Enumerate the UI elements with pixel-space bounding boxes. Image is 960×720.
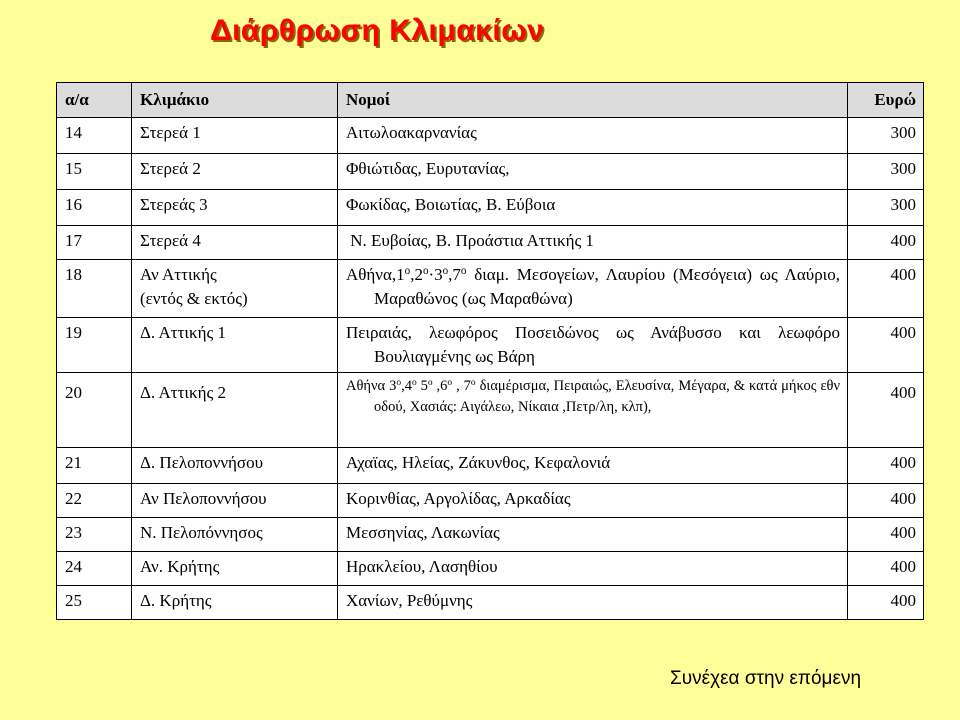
- cell-nomoi: [338, 260, 848, 318]
- cell-euro: 400: [848, 373, 924, 448]
- column-header-aa: α/α: [57, 83, 132, 118]
- cell-nomoi: Αχαϊας, Ηλείας, Ζάκυνθος, Κεφαλονιά: [338, 448, 848, 484]
- cell-euro: 400: [848, 518, 924, 552]
- cell-no: 17: [57, 226, 132, 260]
- cell-nomoi: Χανίων, Ρεθύμνης: [338, 586, 848, 620]
- column-header-nomoi: Νομοί: [338, 83, 848, 118]
- cell-no: 16: [57, 190, 132, 226]
- cell-no: 20: [57, 373, 132, 448]
- cell-klimakio: Δ. Αττικής 1: [132, 318, 338, 373]
- cell-euro: 300: [848, 154, 924, 190]
- cell-euro: 300: [848, 118, 924, 154]
- cell-klimakio: [132, 260, 338, 318]
- cell-nomoi-text: $A\theta ή\nu\alpha,1^o,2^o\cdot 3^o,7^o$ διαμ. Μεσογείων, Λαυρίου (Μεσόγεια) ως Λαύριο, Μαραθώνος (ως Μαραθώνα): [346, 264, 840, 308]
- table-row: [57, 552, 924, 586]
- page-title: Διάρθρωση Κλιμακίων: [210, 14, 545, 47]
- cell-klimakio: Αν Πελοποννήσου: [132, 484, 338, 518]
- klimakia-table: [56, 82, 924, 620]
- cell-nomoi: Ν. Ευβοίας, Β. Προάστια Αττικής 1: [338, 226, 848, 260]
- cell-klimakio: Στερεάς 3: [132, 190, 338, 226]
- cell-euro: 300: [848, 190, 924, 226]
- table-row: [57, 226, 924, 260]
- cell-nomoi: Ηρακλείου, Λασηθίου: [338, 552, 848, 586]
- continued-next-note: Συνέχεα στην επόμενη: [670, 668, 862, 689]
- cell-nomoi: [338, 373, 848, 448]
- cell-klimakio: Δ. Αττικής 2: [132, 373, 338, 448]
- table-row: [57, 260, 924, 318]
- cell-klimakio: Στερεά 2: [132, 154, 338, 190]
- table-row: [57, 448, 924, 484]
- table-row: [57, 586, 924, 620]
- cell-euro: 400: [848, 484, 924, 518]
- table-row: [57, 518, 924, 552]
- table-row: [57, 373, 924, 448]
- cell-klimakio: Στερεά 4: [132, 226, 338, 260]
- cell-klimakio-line1: Αν Αττικής: [140, 265, 217, 284]
- cell-euro: 400: [848, 448, 924, 484]
- cell-no: 21: [57, 448, 132, 484]
- cell-euro: 400: [848, 552, 924, 586]
- table-row: [57, 484, 924, 518]
- cell-klimakio: Αν. Κρήτης: [132, 552, 338, 586]
- cell-euro: 400: [848, 226, 924, 260]
- cell-klimakio: Δ. Κρήτης: [132, 586, 338, 620]
- table-row: [57, 318, 924, 373]
- cell-euro: 400: [848, 260, 924, 318]
- cell-nomoi: Αιτωλοακαρνανίας: [338, 118, 848, 154]
- cell-nomoi: Μεσσηνίας, Λακωνίας: [338, 518, 848, 552]
- cell-no: 18: [57, 260, 132, 318]
- cell-nomoi: [338, 318, 848, 373]
- cell-no: 15: [57, 154, 132, 190]
- cell-nomoi: Φθιώτιδας, Ευρυτανίας,: [338, 154, 848, 190]
- cell-no: 14: [57, 118, 132, 154]
- cell-euro: 400: [848, 318, 924, 373]
- cell-klimakio: Δ. Πελοποννήσου: [132, 448, 338, 484]
- cell-nomoi: Κορινθίας, Αργολίδας, Αρκαδίας: [338, 484, 848, 518]
- table-row: [57, 190, 924, 226]
- cell-klimakio: Στερεά 1: [132, 118, 338, 154]
- cell-nomoi-text: Αθήνα $3^o,4^o$ $5^o$ $,6^o$ , $7^o$ διαμέρισμα, Πειραιώς, Ελευσίνα, Μέγαρα, & κατά μήκος εθν οδού, Χασιάς: Αιγάλεω, Νίκαια ,Πετρ/λη, κλπ),: [346, 377, 841, 415]
- cell-no: 19: [57, 318, 132, 373]
- cell-klimakio: Ν. Πελοπόννησος: [132, 518, 338, 552]
- column-header-euro: Ευρώ: [848, 83, 924, 118]
- cell-no: 25: [57, 586, 132, 620]
- cell-no: 22: [57, 484, 132, 518]
- table-row: [57, 154, 924, 190]
- cell-no: 23: [57, 518, 132, 552]
- cell-klimakio-line2: (εντός & εκτός): [140, 289, 248, 308]
- table-header-row: [57, 83, 924, 118]
- cell-nomoi: Φωκίδας, Βοιωτίας, Β. Εύβοια: [338, 190, 848, 226]
- cell-no: 24: [57, 552, 132, 586]
- table-row: [57, 118, 924, 154]
- column-header-klimakio: Κλιμάκιο: [132, 83, 338, 118]
- cell-nomoi-text: Πειραιάς, λεωφόρος Ποσειδώνος ως Ανάβυσσο και λεωφόρο Βουλιαγμένης ως Βάρη: [346, 323, 840, 366]
- cell-euro: 400: [848, 586, 924, 620]
